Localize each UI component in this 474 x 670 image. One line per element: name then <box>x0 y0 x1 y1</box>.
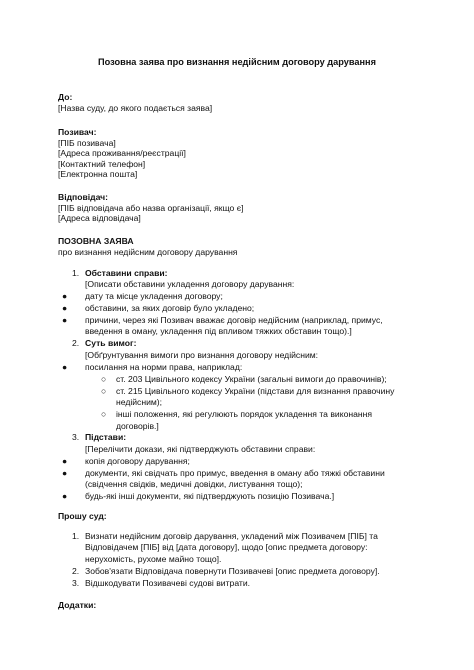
defendant-name: [ПІБ відповідача або назва організації, якщо є] <box>58 202 244 213</box>
list-item: введення в оману, укладення під впливом тяжких обставин тощо).] <box>85 326 352 336</box>
to-heading: До: <box>58 92 73 102</box>
list-item: [Описати обставини укладення договору дарування: <box>85 279 295 289</box>
defendant-section <box>58 192 430 224</box>
claim-list <box>58 268 430 508</box>
list-item: ● посилання на норми права, наприклад: <box>62 362 243 372</box>
list-item: 2. Зобов'язати Відповідача повернути Позивачеві [опис предмета договору]. <box>72 566 380 576</box>
list-item: ○ ст. 203 Цивільного кодексу України (загальні вимоги до правочинів); <box>101 374 387 384</box>
list-item: ○ інші положення, які регулюють порядок укладення та виконання <box>101 409 373 419</box>
defendant-address: [Адреса відповідача] <box>58 213 141 224</box>
list-item: договорів.] <box>116 421 159 431</box>
list-item: ● причини, через які Позивач вважає договір недійсним (наприклад, примус, <box>62 315 383 325</box>
document-title: Позовна заява про визнання недійсним договору дарування <box>98 57 376 67</box>
list-item: 1. Визнати недійсним договір дарування, укладений між Позивачем [ПІБ] та <box>72 531 378 541</box>
plaintiff-phone: [Контактний телефон] <box>58 158 146 169</box>
to-court-placeholder: [Назва суду, до якого подається заява] <box>58 102 213 113</box>
list-item: 3. Підстави: <box>72 432 127 442</box>
list-item: [Перелічити докази, які підтверджують обставини справи: <box>85 444 316 454</box>
plaintiff-email: [Електронна пошта] <box>58 169 138 180</box>
list-item: (свідчення свідків, медичні довідки, листування тощо); <box>85 479 303 489</box>
list-item: ○ ст. 215 Цивільного кодексу України (підстави для визнання правочину <box>101 386 395 396</box>
plaintiff-address: [Адреса проживання/реєстрації] <box>58 148 186 159</box>
plaintiff-section <box>58 127 430 180</box>
request-heading: Прошу суд: <box>58 511 107 521</box>
list-item: недійсним); <box>116 397 163 407</box>
defendant-heading: Відповідач: <box>58 192 109 202</box>
plaintiff-heading: Позивач: <box>58 127 97 137</box>
claim-section <box>58 236 430 257</box>
to-section <box>58 92 430 113</box>
request-heading-block <box>58 511 430 522</box>
list-item: ● дату та місце укладення договору; <box>62 291 223 301</box>
plaintiff-name: [ПІБ позивача] <box>58 137 116 148</box>
list-item: 1. Обставини справи: <box>72 268 168 278</box>
request-list <box>58 531 430 591</box>
list-item: Відповідачем [ПІБ] від [дата договору], щодо [опис предмета договору: <box>85 542 368 552</box>
attachments-section <box>58 600 430 611</box>
claim-heading: ПОЗОВНА ЗАЯВА <box>58 236 134 246</box>
list-item: нерухомість, рухоме майно тощо]. <box>85 554 222 564</box>
claim-subheading: про визнання недійсним договору дарування <box>58 246 238 257</box>
attachments-heading: Додатки: <box>58 600 97 610</box>
list-item: 3. Відшкодувати Позивачеві судові витрати. <box>72 578 251 588</box>
list-item: ● копія договору дарування; <box>62 456 190 466</box>
list-item: ● документи, які свідчать про примус, введення в оману або тяжкі обставини <box>62 468 385 478</box>
list-item: [Обґрунтування вимоги про визнання договору недійсним: <box>85 350 319 360</box>
list-item: ● обставини, за яких договір було укладено; <box>62 303 255 313</box>
list-item: ● будь-які інші документи, які підтверджують позицію Позивача.] <box>62 491 335 501</box>
list-item: 2. Суть вимог: <box>72 338 137 348</box>
